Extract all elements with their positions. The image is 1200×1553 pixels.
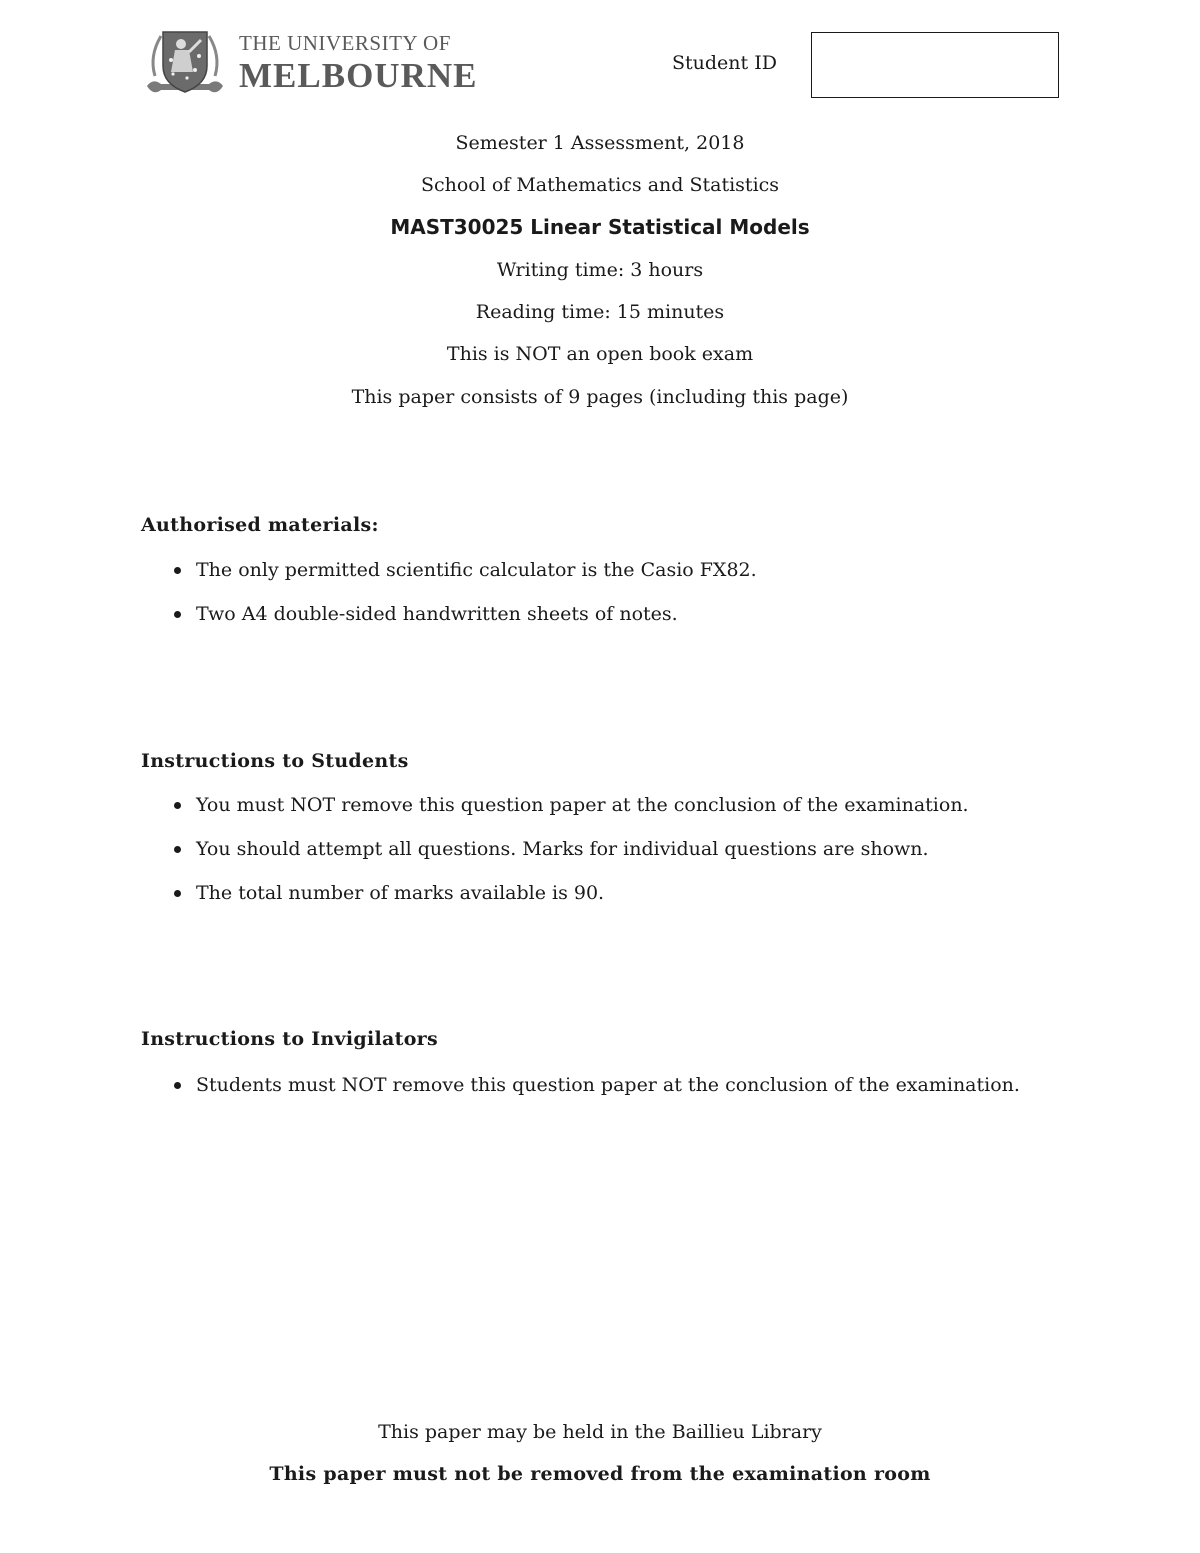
bullet-icon <box>174 567 181 574</box>
list-item-text: Students must NOT remove this question paper at the conclusion of the examination. <box>196 1074 1020 1096</box>
list-item <box>172 882 969 926</box>
school-line: School of Mathematics and Statistics <box>420 174 780 196</box>
authorised-materials-list <box>172 559 757 647</box>
university-crest-icon <box>143 26 227 100</box>
logo-line-2: MELBOURNE <box>239 56 478 95</box>
logo-line-1: THE UNIVERSITY OF <box>239 31 451 55</box>
bullet-icon <box>174 1082 181 1089</box>
open-book-note: This is NOT an open book exam <box>446 343 754 365</box>
university-name <box>239 33 477 93</box>
list-item <box>172 794 969 838</box>
list-item-text: You must NOT remove this question paper at the conclusion of the examination. <box>196 794 969 816</box>
instructions-invigilators-heading: Instructions to Invigilators <box>141 1028 438 1050</box>
list-item <box>172 559 757 603</box>
list-item-text: The total number of marks available is 90. <box>196 882 605 904</box>
page-count-note: This paper consists of 9 pages (including this page) <box>351 386 849 408</box>
bullet-icon <box>174 846 181 853</box>
bullet-icon <box>174 611 181 618</box>
writing-time: Writing time: 3 hours <box>496 259 704 281</box>
list-item <box>172 603 757 647</box>
list-item <box>172 838 969 882</box>
semester-line: Semester 1 Assessment, 2018 <box>455 132 745 154</box>
bullet-icon <box>174 802 181 809</box>
bullet-icon <box>174 890 181 897</box>
list-item-text: You should attempt all questions. Marks for individual questions are shown. <box>196 838 929 860</box>
library-note: This paper may be held in the Baillieu Library <box>378 1421 822 1443</box>
list-item-text: The only permitted scientific calculator is the Casio FX82. <box>196 559 757 581</box>
authorised-materials-heading: Authorised materials: <box>141 514 379 536</box>
removal-note: This paper must not be removed from the examination room <box>269 1463 931 1485</box>
instructions-students-list <box>172 794 969 926</box>
university-logo <box>143 26 477 100</box>
student-id-label: Student ID <box>672 52 777 74</box>
course-title: MAST30025 Linear Statistical Models <box>390 215 810 239</box>
student-id-box[interactable] <box>811 32 1059 98</box>
list-item <box>172 1074 1020 1118</box>
list-item-text: Two A4 double-sided handwritten sheets of notes. <box>196 603 678 625</box>
reading-time: Reading time: 15 minutes <box>475 301 725 323</box>
instructions-invigilators-list <box>172 1074 1020 1118</box>
instructions-students-heading: Instructions to Students <box>141 750 409 772</box>
